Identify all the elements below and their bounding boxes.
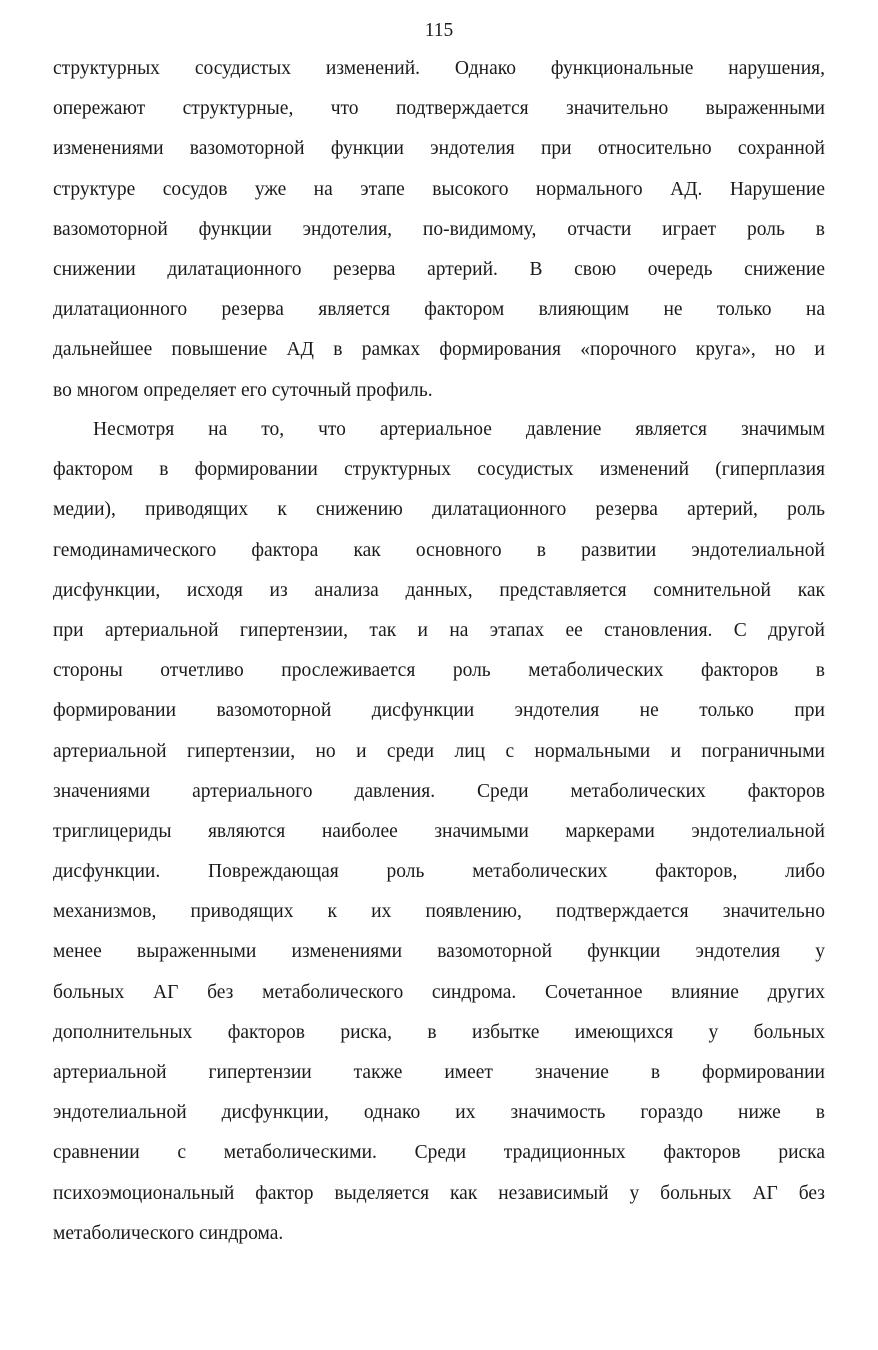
text-line: медии), приводящих к снижению дилатационного резерва артерий, роль	[53, 499, 825, 521]
text-line: эндотелиальной дисфункции, однако их значимость гораздо ниже в	[53, 1102, 825, 1124]
text-line: больных АГ без метаболического синдрома. Сочетанное влияние других	[53, 981, 825, 1003]
text-line: метаболического синдрома.	[53, 1222, 284, 1244]
text-line: менее выраженными изменениями вазомоторной функции эндотелия у	[53, 941, 825, 963]
text-line: дисфункции. Повреждающая роль метаболических факторов, либо	[53, 861, 825, 883]
text-line: при артериальной гипертензии, так и на этапах ее становления. С другой	[53, 619, 825, 641]
text-line: во многом определяет его суточный профиль.	[53, 379, 433, 401]
text-line: гемодинамического фактора как основного в развитии эндотелиальной	[53, 539, 825, 561]
text-line: структуре сосудов уже на этапе высокого нормального АД. Нарушение	[53, 178, 825, 200]
text-line: структурных сосудистых изменений. Однако функциональные нарушения,	[53, 58, 825, 79]
text-line: опережают структурные, что подтверждается значительно выраженными	[53, 98, 825, 120]
paragraph-2	[53, 418, 825, 1262]
text-line: дилатационного резерва является фактором влияющим не только на	[53, 299, 825, 321]
paragraph-1	[53, 57, 825, 419]
text-line: стороны отчетливо прослеживается роль метаболических факторов в	[53, 660, 825, 682]
text-line: дополнительных факторов риска, в избытке имеющихся у больных	[53, 1021, 825, 1043]
text-line: психоэмоциональный фактор выделяется как независимый у больных АГ без	[53, 1182, 825, 1204]
page-number: 115	[424, 20, 454, 41]
text-line: формировании вазомоторной дисфункции эндотелия не только при	[53, 700, 825, 722]
text-line: значениями артериального давления. Среди метаболических факторов	[53, 780, 825, 802]
text-line: артериальной гипертензии, но и среди лиц с нормальными и пограничными	[53, 740, 825, 762]
text-line: вазомоторной функции эндотелия, по-видимому, отчасти играет роль в	[53, 218, 825, 240]
text-line: триглицериды являются наиболее значимыми маркерами эндотелиальной	[53, 820, 825, 842]
text-line: артериальной гипертензии также имеет значение в формировании	[53, 1062, 825, 1083]
text-line: Несмотря на то, что артериальное давление является значимым	[93, 419, 825, 440]
text-line: механизмов, приводящих к их появлению, подтверждается значительно	[53, 901, 825, 923]
text-line: сравнении с метаболическими. Среди традиционных факторов риска	[53, 1142, 825, 1164]
text-line: дальнейшее повышение АД в рамках формирования «порочного круга», но и	[53, 339, 825, 361]
text-line: изменениями вазомоторной функции эндотелия при относительно сохранной	[53, 138, 825, 160]
text-line: фактором в формировании структурных сосудистых изменений (гиперплазия	[53, 459, 825, 481]
text-line: дисфункции, исходя из анализа данных, представляется сомнительной как	[53, 579, 825, 601]
text-line: снижении дилатационного резерва артерий. В свою очередь снижение	[53, 258, 825, 280]
